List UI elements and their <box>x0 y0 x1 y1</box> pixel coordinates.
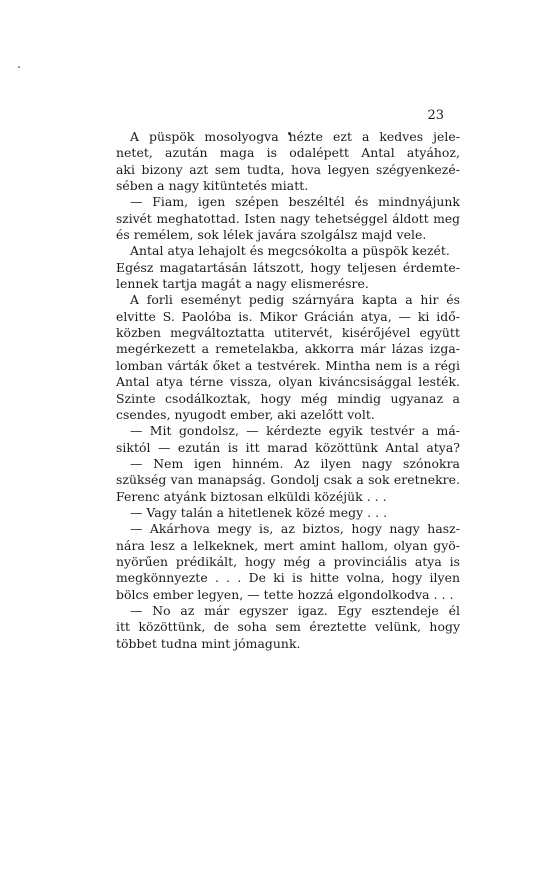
text-line: lennek tartja magát a nagy elismerésre. <box>116 276 369 292</box>
text-line: lomban várták őket a testvérek. Mintha nem is a régi <box>116 357 460 373</box>
text-line: elvitte S. Paolóba is. Mikor Grácián atya, — ki idő- <box>116 308 460 324</box>
text-line: A püspök mosolyogva nézte ezt a kedves jele- <box>130 129 460 144</box>
text-line: közben megváltoztatta utitervét, kisérőjével együtt <box>116 325 460 341</box>
text-line: itt közöttünk, de soha sem éreztette velünk, hogy <box>116 619 460 635</box>
text-line: csendes, nyugodt ember, aki azelőtt volt. <box>116 406 375 422</box>
text-line: siktól — ezután is itt marad közöttünk Antal atya? <box>116 439 460 455</box>
text-line: — Akárhova megy is, az biztos, hogy nagy hasz- <box>130 521 460 537</box>
text-line: és remélem, sok lélek javára szolgálsz majd vele. <box>116 227 427 243</box>
text-line: megérkezett a remetelakba, akkorra már lázas izga- <box>116 341 460 357</box>
text-line: Szinte csodálkoztak, hogy még mindig ugyanaz a <box>116 390 460 406</box>
page-number: 23 <box>427 108 444 123</box>
text-line: szükség van manapság. Gondolj csak a sok eretnekre. <box>116 472 460 488</box>
text-line: többet tudna mint jómagunk. <box>116 635 301 651</box>
text-line: megkönnyezte . . . De ki is hitte volna, hogy ilyen <box>116 570 460 586</box>
text-line: nára lesz a lelkeknek, mert amint hallom, olyan gyö- <box>116 537 460 553</box>
text-line: Antal atya térne vissza, olyan kiváncsisággal lesték. <box>116 374 460 390</box>
text-line: — Vagy talán a hitetlenek közé megy . . . <box>130 504 388 520</box>
text-line: netet, azután maga is odalépett Antal atyához, <box>116 145 460 161</box>
text-line: — No az már egyszer igaz. Egy esztendeje él <box>130 602 460 618</box>
text-line: — Mit gondolsz, — kérdezte egyik testvér a má- <box>130 423 460 439</box>
text-line: bölcs ember legyen, — tette hozzá elgondolkodva . . . <box>116 586 454 602</box>
text-line: — Nem igen hinném. Az ilyen nagy szónokra <box>130 455 460 471</box>
text-line: szivét meghatottad. Isten nagy tehetséggel áldott meg <box>116 211 460 226</box>
text-line: sében a nagy kitüntetés miatt. <box>116 178 309 194</box>
text-line: Antal atya lehajolt és megcsókolta a püspök kezét. <box>130 243 450 259</box>
text-line: A forli eseményt pedig szárnyára kapta a hir és <box>130 292 460 308</box>
text-line: aki bizony azt sem tudta, hova legyen szégyenkezé- <box>116 161 460 177</box>
text-line: Egész magatartásán látszott, hogy teljesen érdemte- <box>116 259 460 275</box>
body-text <box>116 129 460 652</box>
paper-speck <box>18 66 20 68</box>
text-line: nyörűen prédikált, hogy még a provinciális atya is <box>116 553 460 569</box>
text-line: Ferenc atyánk biztosan elküldi közéjük . . . <box>116 488 387 504</box>
text-line: — Fiam, igen szépen beszéltél és mindnyájunk <box>130 194 460 210</box>
